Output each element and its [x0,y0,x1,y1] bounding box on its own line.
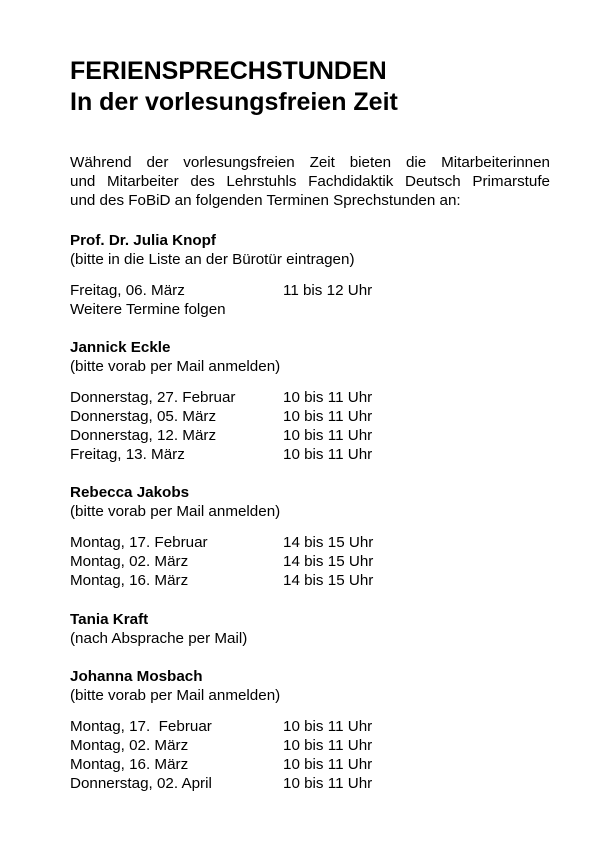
slot-list [70,281,550,319]
slot-day: Montag, 17. Februar [70,534,208,551]
slot-time: 10 bis 11 Uhr [283,408,373,425]
slot-list [70,717,550,793]
slot-day: Donnerstag, 27. Februar [70,389,236,406]
slot-list [70,533,550,590]
intro-line: und des FoBiD an folgenden Terminen Sprechstunden an: [70,192,461,209]
slot-time: 11 bis 12 Uhr [283,282,373,299]
slot-day: Freitag, 06. März [70,282,185,299]
person-note: (nach Absprache per Mail) [70,630,248,647]
slot-time: 10 bis 11 Uhr [283,756,373,773]
slot-day: Donnerstag, 02. April [70,775,212,792]
intro-line: und Mitarbeiter des Lehrstuhls Fachdidaktik Deutsch Primarstufe [70,173,550,190]
title-line-1: FERIENSPRECHSTUNDEN [70,57,387,85]
person-section-eckle [70,338,550,464]
person-note: (bitte in die Liste an der Bürotür eintragen) [70,251,355,268]
person-name: Johanna Mosbach [70,668,203,685]
slot-list [70,388,550,464]
slot-row [70,755,550,774]
slot-day: Montag, 17. Februar [70,718,212,735]
document-title [70,56,398,118]
slot-time: 10 bis 11 Uhr [283,775,373,792]
slot-time: 14 bis 15 Uhr [283,534,374,551]
intro-line: Während der vorlesungsfreien Zeit bieten die Mitarbeiterinnen [70,154,550,171]
slot-row [70,552,550,571]
intro-paragraph [70,153,550,210]
slot-row [70,388,550,407]
slot-day: Montag, 02. März [70,737,189,754]
person-name: Prof. Dr. Julia Knopf [70,232,216,249]
slot-day: Freitag, 13. März [70,446,185,463]
title-line-2: In der vorlesungsfreien Zeit [70,88,398,116]
person-name: Jannick Eckle [70,339,171,356]
person-note: (bitte vorab per Mail anmelden) [70,687,281,704]
person-name: Rebecca Jakobs [70,484,190,501]
person-section-knopf [70,231,550,319]
slot-row [70,426,550,445]
person-section-jakobs [70,483,550,590]
slot-time: 14 bis 15 Uhr [283,572,374,589]
slot-row [70,533,550,552]
person-section-mosbach [70,667,550,793]
slot-day: Montag, 16. März [70,756,189,773]
slot-row [70,281,550,300]
slot-row [70,717,550,736]
slot-time: 10 bis 11 Uhr [283,389,373,406]
slot-row [70,300,550,319]
slot-time: 10 bis 11 Uhr [283,427,373,444]
slot-time: 10 bis 11 Uhr [283,446,373,463]
slot-row [70,736,550,755]
slot-time: 10 bis 11 Uhr [283,737,373,754]
slot-time: 14 bis 15 Uhr [283,553,374,570]
slot-day: Weitere Termine folgen [70,301,226,318]
slot-day: Montag, 02. März [70,553,189,570]
slot-day: Donnerstag, 05. März [70,408,217,425]
person-note: (bitte vorab per Mail anmelden) [70,503,281,520]
slot-row [70,774,550,793]
slot-row [70,445,550,464]
slot-row [70,407,550,426]
person-section-kraft [70,610,550,648]
slot-day: Montag, 16. März [70,572,189,589]
person-note: (bitte vorab per Mail anmelden) [70,358,281,375]
slot-row [70,571,550,590]
person-name: Tania Kraft [70,611,149,628]
slot-time: 10 bis 11 Uhr [283,718,373,735]
slot-day: Donnerstag, 12. März [70,427,217,444]
